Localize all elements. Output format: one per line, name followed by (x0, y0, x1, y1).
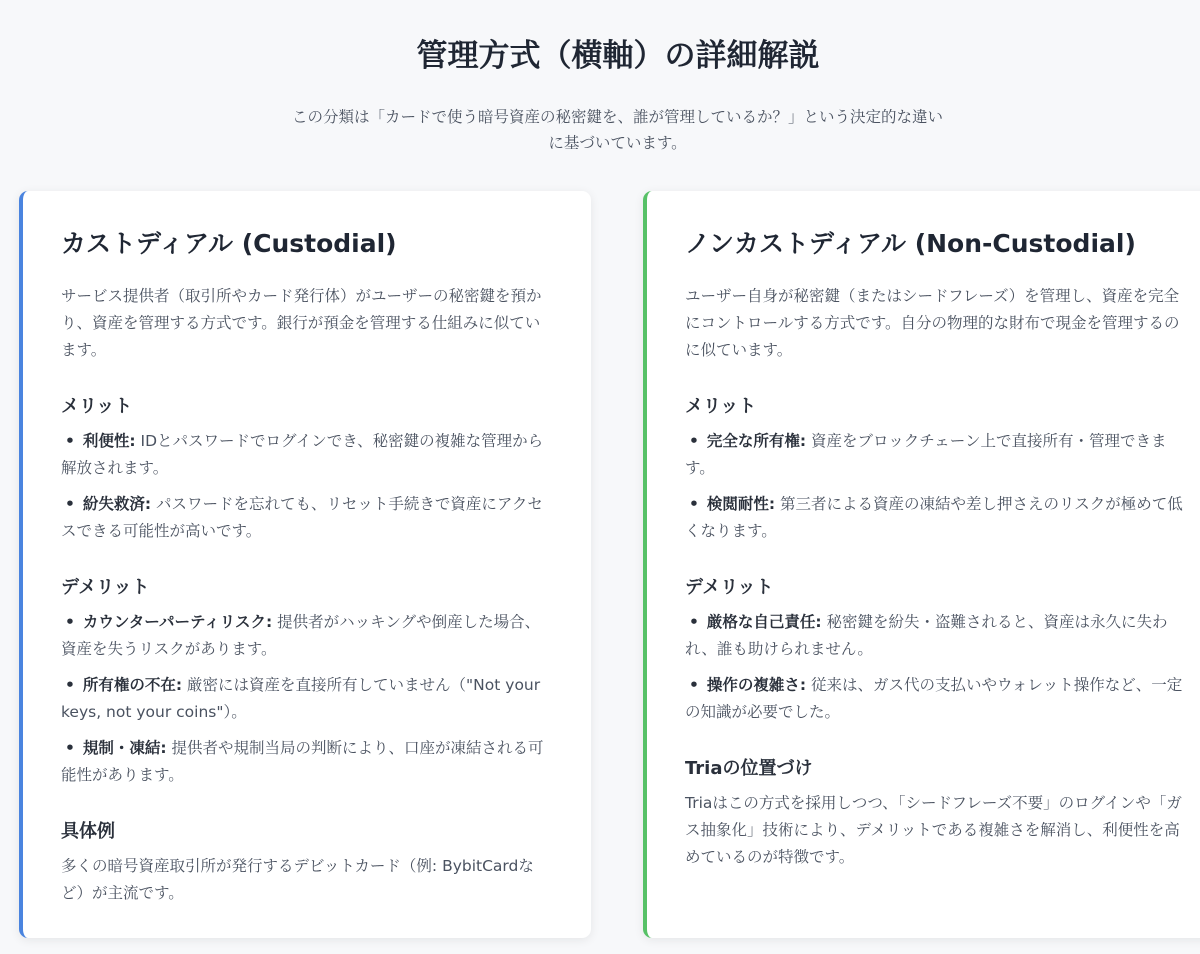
custodial-merits-heading: メリット (61, 396, 133, 417)
item-label: 操作の複雑さ: (706, 676, 807, 694)
item-text: 厳密には資産を直接所有していません（"Not your keys, not your coins"）。 (61, 676, 541, 721)
item-text: 資産をブロックチェーン上で直接所有・管理できます。 (685, 432, 1167, 477)
list-item (685, 491, 1185, 545)
page-title: 管理方式（横軸）の詳細解説 (416, 38, 820, 74)
list-item (685, 428, 1185, 482)
item-label: 検閲耐性: (706, 495, 776, 513)
noncustodial-title: ノンカストディアル (Non-Custodial) (685, 229, 1136, 258)
item-label: 完全な所有権: (706, 432, 807, 450)
custodial-demerits-heading: デメリット (61, 577, 150, 598)
bullet-icon: • (689, 495, 699, 513)
bullet-icon: • (65, 432, 75, 450)
custodial-demerits-list (61, 609, 551, 789)
item-text: パスワードを忘れても、リセット手続きで資産にアクセスできる可能性が高いです。 (61, 495, 543, 540)
custodial-description: サービス提供者（取引所やカード発行体）がユーザーの秘密鍵を預かり、資産を管理する方式です。銀行が預金を管理する仕組みに似ています。 (61, 287, 542, 359)
noncustodial-demerits-heading: デメリット (685, 577, 774, 598)
list-item (61, 428, 551, 482)
item-label: 紛失救済: (82, 495, 152, 513)
bullet-icon: • (65, 676, 75, 694)
intro-line-2: に基づいています。 (548, 134, 687, 152)
item-text: 従来は、ガス代の支払いやウォレット操作など、一定の知識が必要でした。 (685, 676, 1183, 721)
bullet-icon: • (689, 432, 699, 450)
custodial-title: カストディアル (Custodial) (61, 229, 397, 258)
bullet-icon: • (689, 676, 699, 694)
list-item (685, 672, 1185, 726)
bullet-icon: • (65, 495, 75, 513)
custodial-example-text: 多くの暗号資産取引所が発行するデビットカード（例: BybitCardなど）が主流です。 (61, 857, 534, 902)
item-label: 厳格な自己責任: (706, 613, 822, 631)
noncustodial-card (643, 191, 1200, 938)
list-item (685, 609, 1185, 663)
item-text: IDとパスワードでログインでき、秘密鍵の複雑な管理から解放されます。 (61, 432, 544, 477)
item-text: 提供者がハッキングや倒産した場合、資産を失うリスクがあります。 (61, 613, 541, 658)
item-label: 規制・凍結: (82, 739, 167, 757)
intro-line-1: この分類は「カードで使う暗号資産の秘密鍵を、誰が管理しているか？」という決定的な違い (291, 108, 943, 126)
noncustodial-description: ユーザー自身が秘密鍵（またはシードフレーズ）を管理し、資産を完全にコントロールする方式です。自分の物理的な財布で現金を管理するのに似ています。 (685, 287, 1180, 359)
custodial-card (19, 191, 591, 938)
noncustodial-merits-heading: メリット (685, 396, 757, 417)
noncustodial-demerits-list (685, 609, 1185, 726)
intro-text (250, 104, 985, 156)
list-item (61, 609, 551, 663)
list-item (61, 735, 551, 789)
item-label: カウンターパーティリスク: (82, 613, 273, 631)
list-item (61, 672, 551, 726)
bullet-icon: • (65, 613, 75, 631)
custodial-merits-list (61, 428, 551, 545)
custodial-example-heading: 具体例 (61, 821, 115, 842)
list-item (61, 491, 551, 545)
tria-heading: Triaの位置づけ (685, 758, 813, 779)
item-text: 提供者や規制当局の判断により、口座が凍結される可能性があります。 (61, 739, 544, 784)
item-text: 第三者による資産の凍結や差し押さえのリスクが極めて低くなります。 (685, 495, 1183, 540)
item-text: 秘密鍵を紛失・盗難されると、資産は永久に失われ、誰も助けられません。 (685, 613, 1168, 658)
bullet-icon: • (65, 739, 75, 757)
bullet-icon: • (689, 613, 699, 631)
tria-text: Triaはこの方式を採用しつつ、「シードフレーズ不要」のログインや「ガス抽象化」技術により、デメリットである複雑さを解消し、利便性を高めているのが特徴です。 (685, 794, 1182, 866)
noncustodial-merits-list (685, 428, 1185, 545)
item-label: 利便性: (82, 432, 136, 450)
item-label: 所有権の不在: (82, 676, 183, 694)
